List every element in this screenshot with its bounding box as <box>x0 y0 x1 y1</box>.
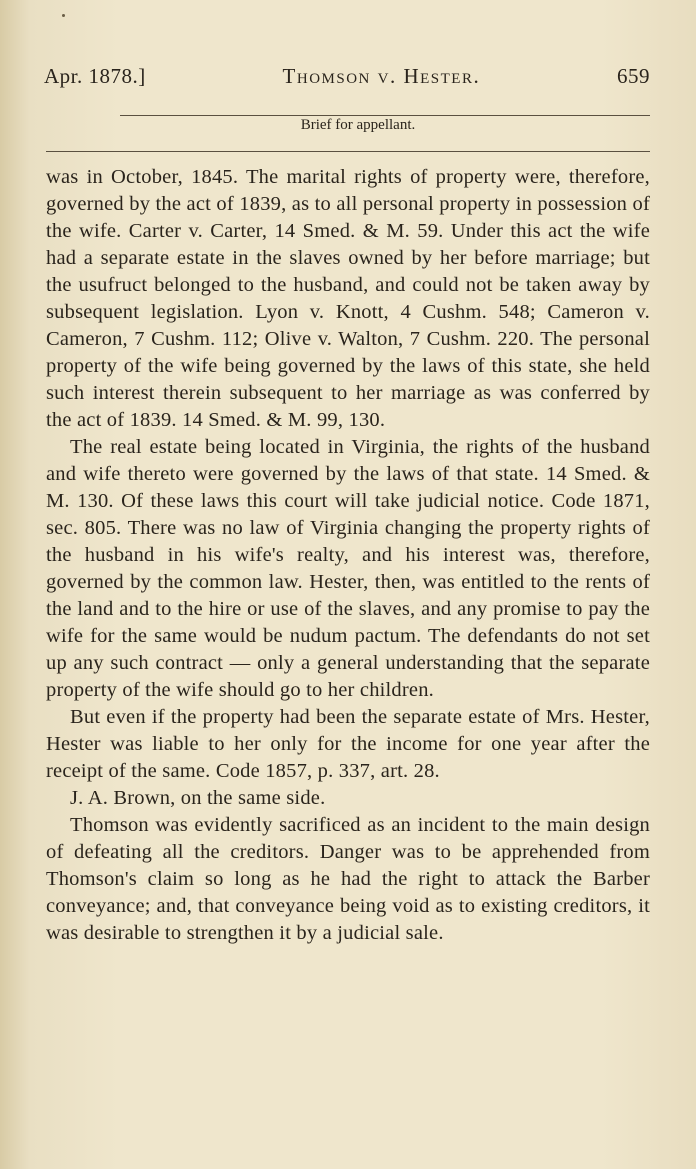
paragraph-2: The real estate being located in Virginia, the rights of the husband and wife thereto were governed by the laws of that state. 14 Smed. & M. 130. Of these laws this court will take judicial notice. Code 1871, sec. 805. There was no law of Virginia changing the property rights of the husband in his wife's realty, and his interest was, therefore, governed by the common law. Hester, then, was entitled to the rents of the land and to the hire or use of the slaves, and any promise to pay the wife for the same would be nudum pactum. The defendants do not set up any such contract — only a general understanding that the separate property of the wife should go to her children. <box>46 436 650 701</box>
body-text <box>46 164 650 947</box>
running-head <box>44 64 650 89</box>
paragraph-1: was in October, 1845. The marital rights of property were, therefore, governed by the act of 1839, as to all personal property in possession of the wife. Carter v. Carter, 14 Smed. & M. 59. Under this act the wife had a separate estate in the slaves owned by her before marriage; but the usufruct belonged to the husband, and could not be taken away by subsequent legislation. Lyon v. Knott, 4 Cushm. 548; Cameron v. Cameron, 7 Cushm. 112; Olive v. Walton, 7 Cushm. 220. The personal property of the wife being governed by the laws of this state, she held such interest therein subsequent to her marriage as was conferred by the act of 1839. 14 Smed. & M. 99, 130. <box>46 166 650 431</box>
header-date: Apr. 1878.] <box>44 64 146 88</box>
section-label: Brief for appellant. <box>300 117 416 133</box>
paragraph-5: Thomson was evidently sacrificed as an incident to the main design of defeating all the creditors. Danger was to be apprehended from Thomson's claim so long as he had the right to attack the Barber conveyance; and, that conveyance being void as to existing creditors, it was desirable to strengthen it by a judicial sale. <box>46 814 650 944</box>
bottom-rule <box>46 151 650 152</box>
header-title: Thomson v. Hester. <box>282 64 481 88</box>
top-rule <box>120 115 650 116</box>
paragraph-4: J. A. Brown, on the same side. <box>70 787 326 809</box>
page-number: 659 <box>616 64 650 88</box>
print-speck <box>62 14 65 17</box>
paragraph-3: But even if the property had been the separate estate of Mrs. Hester, Hester was liable to her only for the income for one year after the receipt of the same. Code 1857, p. 337, art. 28. <box>46 706 650 782</box>
